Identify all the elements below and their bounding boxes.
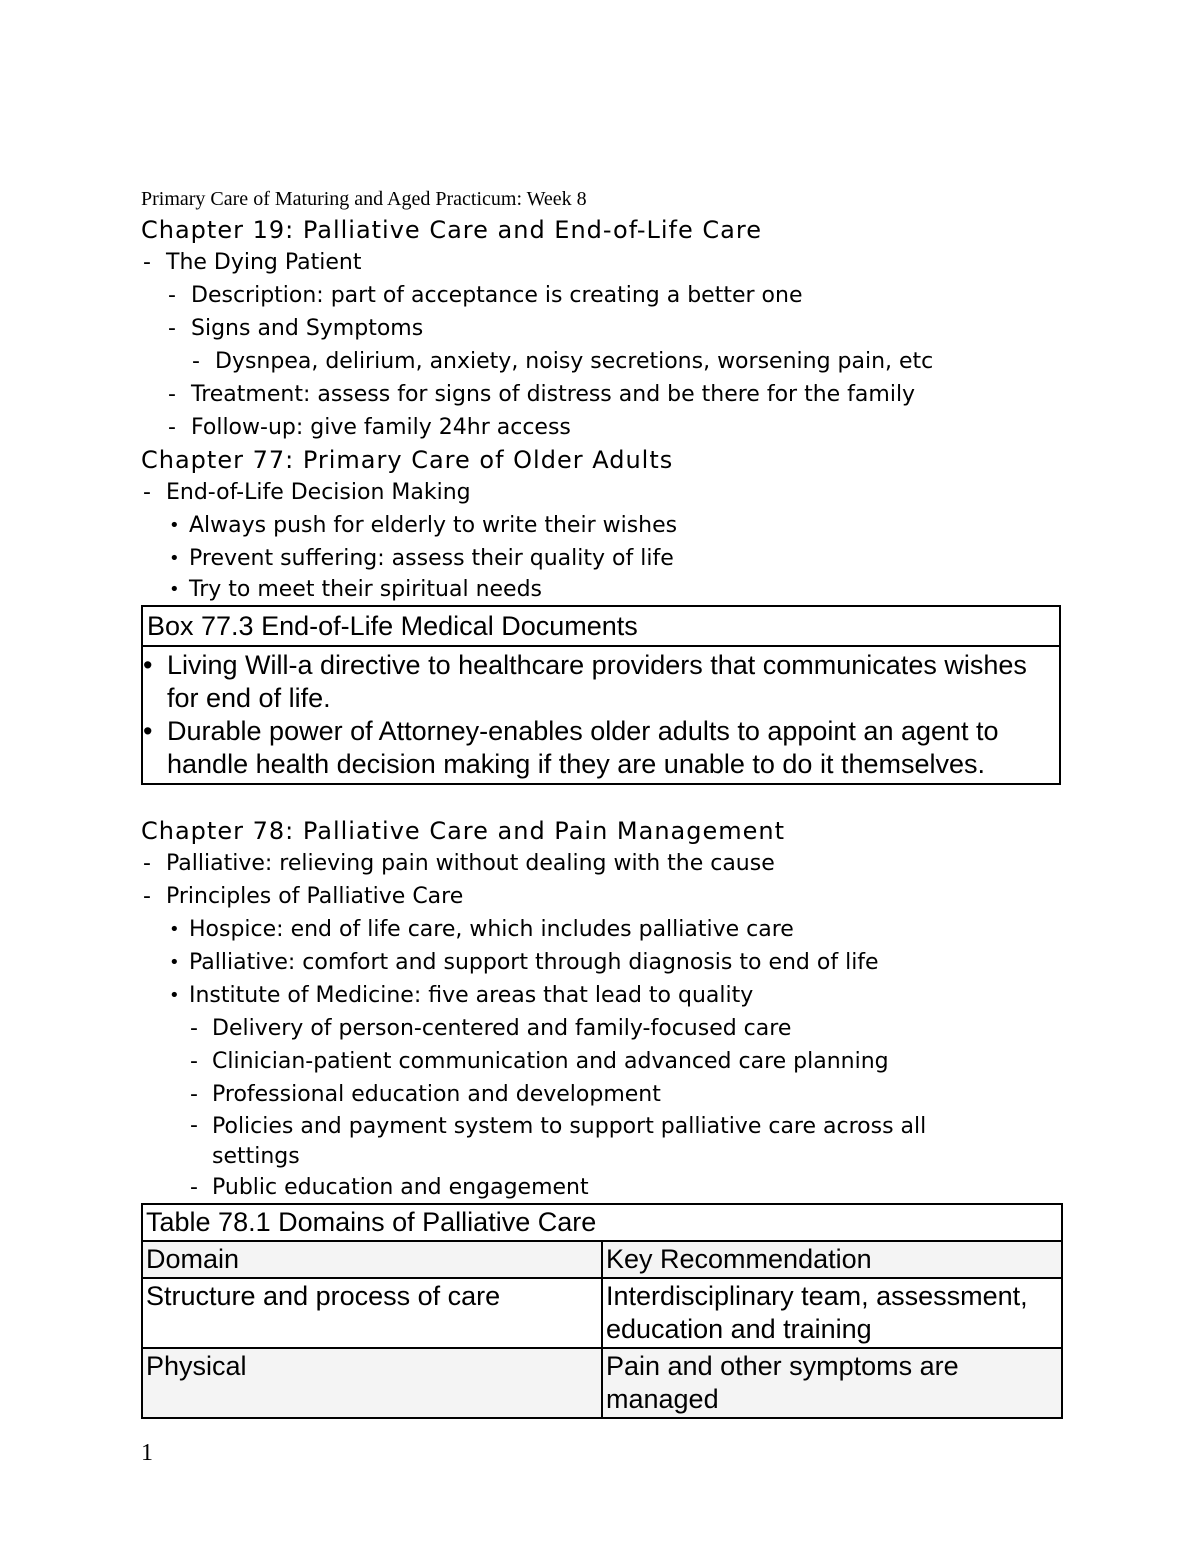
table-header-row bbox=[142, 1241, 1062, 1278]
table-cell: Structure and process of care bbox=[142, 1278, 602, 1348]
chapter-77-heading: Chapter 77: Primary Care of Older Adults bbox=[141, 446, 674, 474]
dash-marker: - bbox=[190, 1175, 198, 1200]
list-item: • Hospice: end of life care, which includes palliative care bbox=[141, 913, 1061, 946]
list-item: • Durable power of Attorney-enables older adults to appoint an agent to handle health decision making if they are unable to do it themselves. bbox=[143, 716, 999, 779]
list-item: - Palliative: relieving pain without dealing with the cause bbox=[141, 847, 1061, 880]
list-item: - Follow-up: give family 24hr access bbox=[141, 411, 1061, 444]
chapter-19-heading: Chapter 19: Palliative Care and End-of-Life Care bbox=[141, 216, 762, 244]
document-header: Primary Care of Maturing and Aged Practicum: Week 8 bbox=[141, 188, 587, 210]
table-cell: Pain and other symptoms are managed bbox=[602, 1348, 1062, 1418]
list-item: • Palliative: comfort and support through diagnosis to end of life bbox=[141, 946, 1061, 979]
list-item: - Dysnpea, delirium, anxiety, noisy secretions, worsening pain, etc bbox=[141, 345, 1061, 378]
list-item: • Always push for elderly to write their wishes bbox=[141, 509, 1061, 542]
list-item: - Delivery of person-centered and family-focused care bbox=[141, 1012, 1061, 1045]
list-item: - Clinician-patient communication and advanced care planning bbox=[141, 1045, 1061, 1078]
bullet-marker: • bbox=[169, 579, 180, 600]
list-item: - Treatment: assess for signs of distress and be there for the family bbox=[141, 378, 1061, 411]
page-content bbox=[141, 186, 1061, 1419]
box-end-of-life-documents bbox=[141, 605, 1061, 785]
table-header-cell: Domain bbox=[142, 1241, 602, 1278]
dash-marker: - bbox=[143, 480, 151, 505]
box-body bbox=[143, 647, 1059, 783]
dash-marker: - bbox=[190, 1082, 198, 1107]
list-item: - Professional education and development bbox=[141, 1078, 1061, 1111]
list-item: - End-of-Life Decision Making bbox=[141, 476, 1061, 509]
table-cell: Interdisciplinary team, assessment, education and training bbox=[602, 1278, 1062, 1348]
list-item: - Signs and Symptoms bbox=[141, 312, 1061, 345]
dash-marker: - bbox=[143, 851, 151, 876]
dash-marker: - bbox=[168, 283, 176, 308]
dash-marker: - bbox=[190, 1016, 198, 1041]
table-title: Table 78.1 Domains of Palliative Care bbox=[142, 1204, 1062, 1241]
dash-marker: - bbox=[190, 1113, 198, 1138]
dash-marker: - bbox=[143, 250, 151, 275]
dash-marker: - bbox=[168, 382, 176, 407]
dash-marker: - bbox=[168, 316, 176, 341]
table-header-cell: Key Recommendation bbox=[602, 1241, 1062, 1278]
bullet-marker: • bbox=[143, 650, 153, 680]
list-item: - Description: part of acceptance is creating a better one bbox=[141, 279, 1061, 312]
list-item: • Living Will-a directive to healthcare providers that communicates wishes for end of life. bbox=[143, 650, 1027, 713]
bullet-marker: • bbox=[169, 548, 180, 569]
dash-marker: - bbox=[143, 884, 151, 909]
list-item: - The Dying Patient bbox=[141, 246, 1061, 279]
list-item: - Public education and engagement bbox=[141, 1173, 1061, 1203]
domains-table bbox=[141, 1203, 1063, 1419]
dash-marker: - bbox=[192, 349, 200, 374]
dash-marker: - bbox=[168, 415, 176, 440]
list-item: • Institute of Medicine: five areas that lead to quality bbox=[141, 979, 1061, 1012]
bullet-marker: • bbox=[169, 515, 180, 536]
table-title-row bbox=[142, 1204, 1062, 1241]
bullet-marker: • bbox=[143, 716, 153, 746]
table-row bbox=[142, 1348, 1062, 1418]
list-item: • Try to meet their spiritual needs bbox=[141, 575, 1061, 605]
list-item: • Prevent suffering: assess their quality of life bbox=[141, 542, 1061, 575]
list-item: - Principles of Palliative Care bbox=[141, 880, 1061, 913]
chapter-78-heading: Chapter 78: Palliative Care and Pain Management bbox=[141, 817, 786, 845]
table-cell: Physical bbox=[142, 1348, 602, 1418]
bullet-marker: • bbox=[169, 919, 180, 940]
bullet-marker: • bbox=[169, 985, 180, 1006]
page-number: 1 bbox=[141, 1440, 153, 1466]
dash-marker: - bbox=[190, 1049, 198, 1074]
table-row bbox=[142, 1278, 1062, 1348]
list-item: - Policies and payment system to support palliative care across all settings bbox=[190, 1113, 927, 1169]
box-title: Box 77.3 End-of-Life Medical Documents bbox=[143, 607, 1059, 647]
bullet-marker: • bbox=[169, 952, 180, 973]
